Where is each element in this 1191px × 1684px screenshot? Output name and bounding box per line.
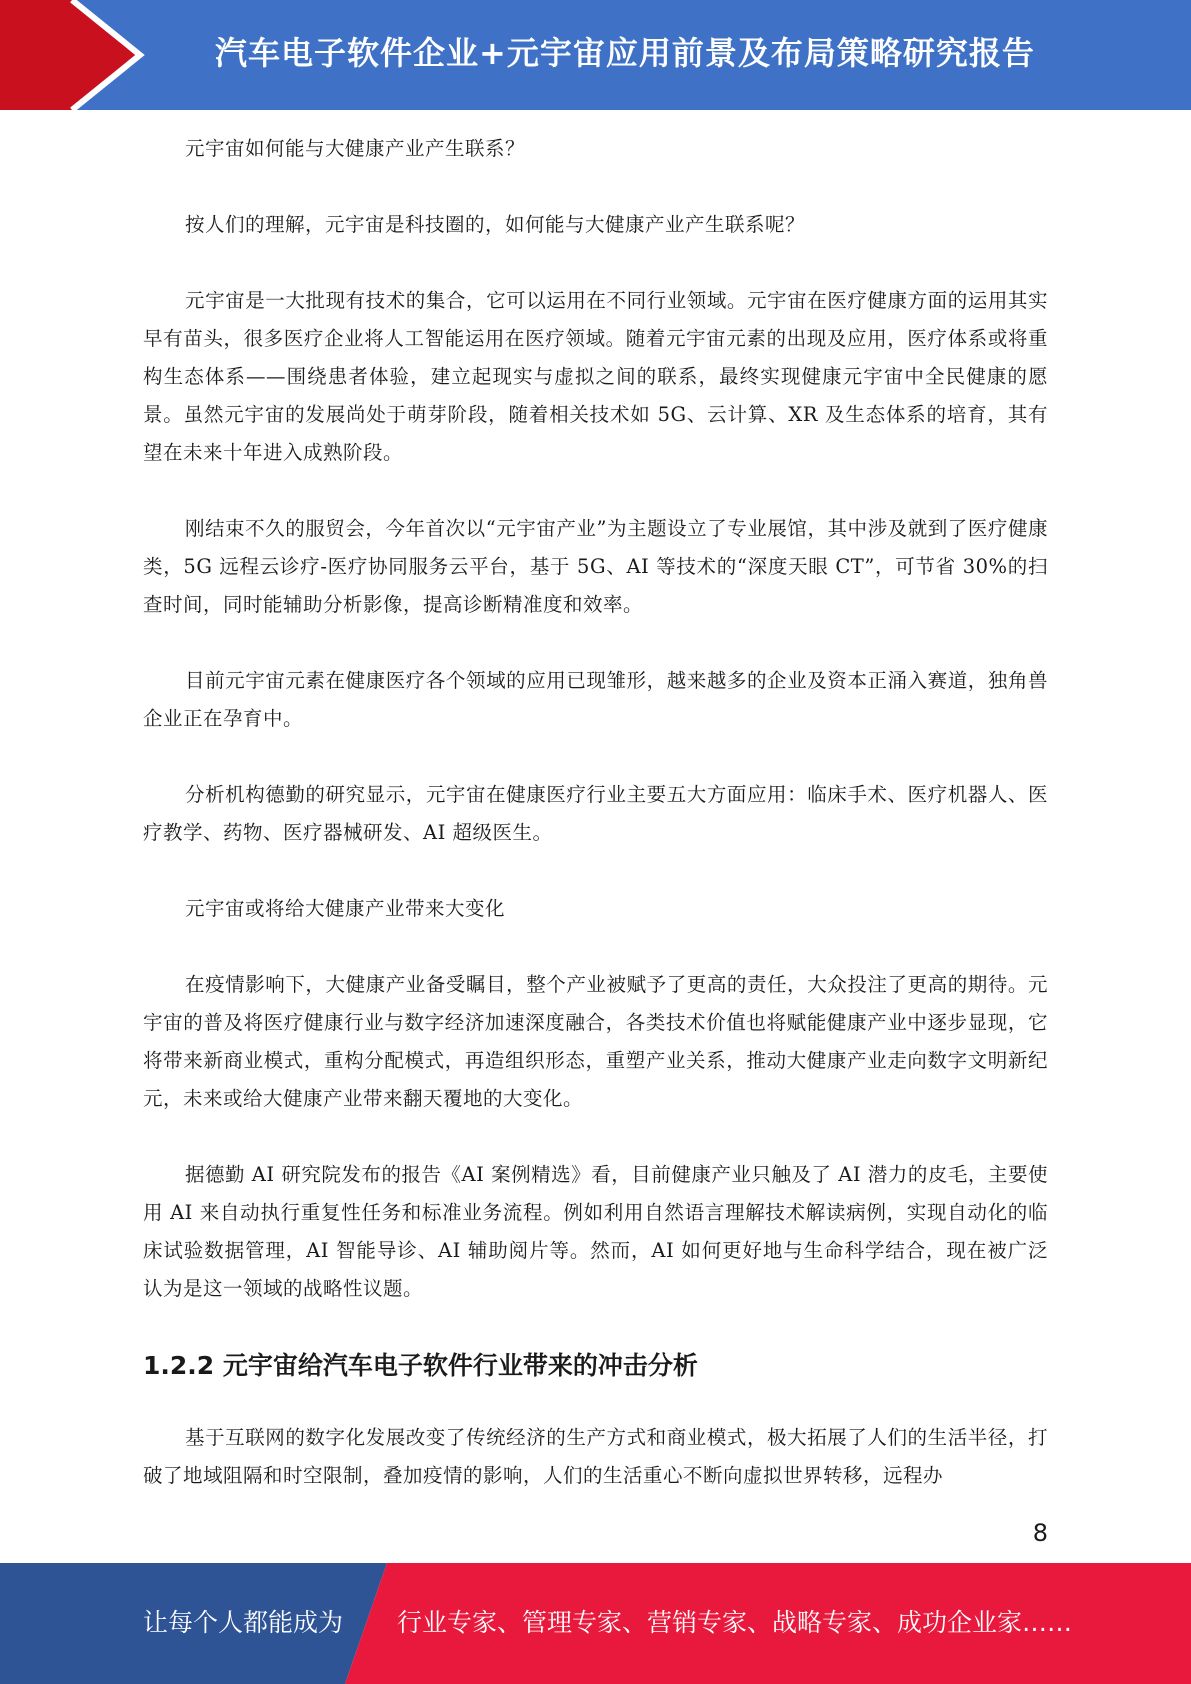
header-arrow-decoration: [0, 0, 160, 110]
paragraph: 刚结束不久的服贸会，今年首次以“元宇宙产业”为主题设立了专业展馆，其中涉及就到了医疗健康类，5G 远程云诊疗-医疗协同服务云平台，基于 5G、AI 等技术的“深度天眼 CT”，可节省 30%的扫查时间，同时能辅助分析影像，提高诊断精准度和效率。: [143, 517, 1048, 616]
section-heading: 1.2.2 元宇宙给汽车电子软件行业带来的冲击分析: [143, 1351, 698, 1380]
footer-slogan-right: 行业专家、管理专家、营销专家、战略专家、成功企业家……: [397, 1608, 1073, 1637]
document-body: [143, 130, 1048, 1533]
paragraph: 按人们的理解，元宇宙是科技圈的，如何能与大健康产业产生联系呢？: [185, 213, 806, 236]
paragraph: 在疫情影响下，大健康产业备受瞩目，整个产业被赋予了更高的责任，大众投注了更高的期待。元宇宙的普及将医疗健康行业与数字经济加速深度融合，各类技术价值也将赋能健康产业中逐步显现，它将带来新商业模式，重构分配模式，再造组织形态，重塑产业关系，推动大健康产业走向数字文明新纪元，未来或给大健康产业带来翻天覆地的大变化。: [143, 973, 1048, 1110]
subheading-paragraph: 元宇宙或将给大健康产业带来大变化: [185, 897, 506, 920]
paragraph: 分析机构德勤的研究显示，元宇宙在健康医疗行业主要五大方面应用：临床手术、医疗机器人、医疗教学、药物、医疗器械研发、AI 超级医生。: [143, 783, 1048, 844]
paragraph: 元宇宙如何能与大健康产业产生联系？: [185, 137, 526, 160]
paragraph: 基于互联网的数字化发展改变了传统经济的生产方式和商业模式，极大拓展了人们的生活半径，打破了地域阻隔和时空限制，叠加疫情的影响，人们的生活重心不断向虚拟世界转移，远程办: [143, 1426, 1048, 1487]
footer-banner: [0, 1563, 1191, 1684]
paragraph: 目前元宇宙元素在健康医疗各个领域的应用已现雏形，越来越多的企业及资本正涌入赛道，独角兽企业正在孕育中。: [143, 669, 1048, 730]
header-title: 汽车电子软件企业+元宇宙应用前景及布局策略研究报告: [215, 34, 1035, 72]
footer-slogan-left: 让每个人都能成为: [143, 1608, 344, 1637]
page-number: 8: [1032, 1519, 1048, 1547]
header-banner: [0, 0, 1191, 110]
paragraph: 元宇宙是一大批现有技术的集合，它可以运用在不同行业领域。元宇宙在医疗健康方面的运用其实早有苗头，很多医疗企业将人工智能运用在医疗领域。随着元宇宙元素的出现及应用，医疗体系或将重构生态体系——围绕患者体验，建立起现实与虚拟之间的联系，最终实现健康元宇宙中全民健康的愿景。虽然元宇宙的发展尚处于萌芽阶段，随着相关技术如 5G、云计算、XR 及生态体系的培育，其有望在未来十年进入成熟阶段。: [143, 289, 1048, 464]
paragraph: 据德勤 AI 研究院发布的报告《AI 案例精选》看，目前健康产业只触及了 AI 潜力的皮毛，主要使用 AI 来自动执行重复性任务和标准业务流程。例如利用自然语言理解技术解读病例，实现自动化的临床试验数据管理，AI 智能导诊、AI 辅助阅片等。然而，AI 如何更好地与生命科学结合，现在被广泛认为是这一领域的战略性议题。: [143, 1163, 1048, 1300]
